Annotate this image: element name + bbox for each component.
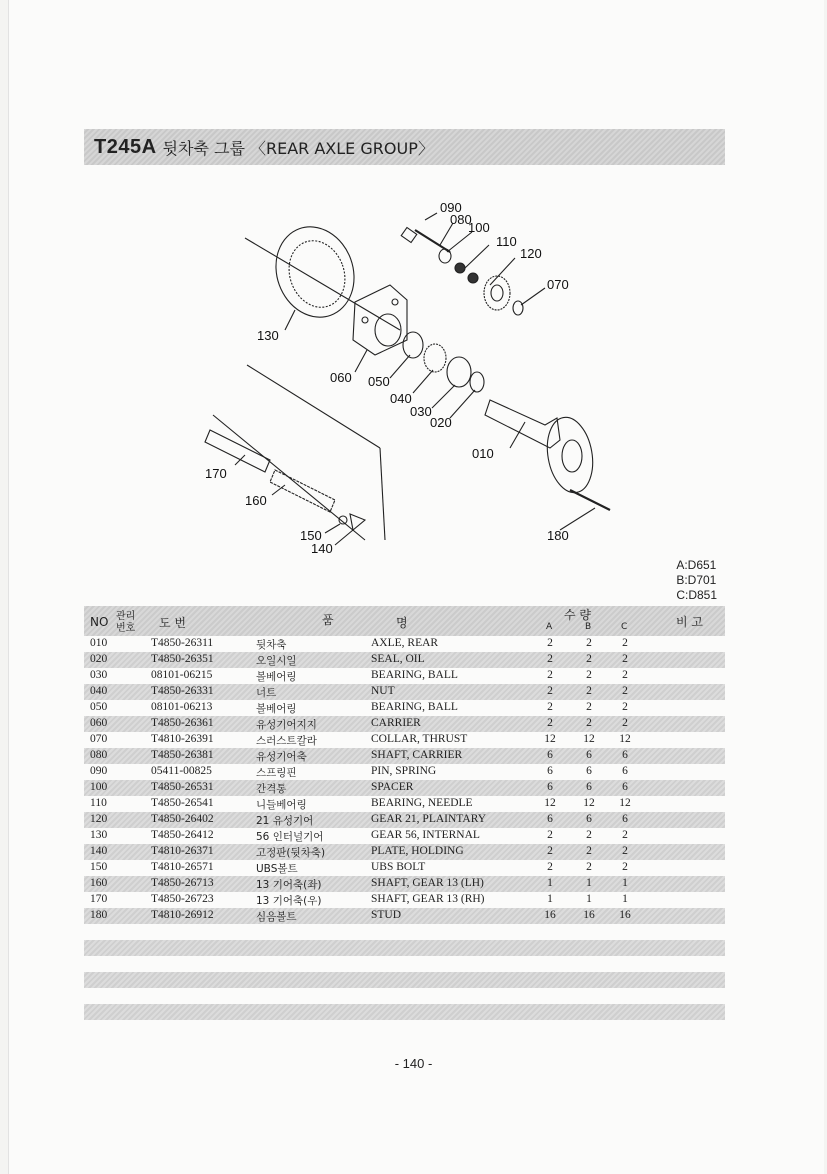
table-row (84, 796, 725, 812)
cell-no: 120 (90, 813, 108, 825)
cell-qty-b: 16 (583, 909, 595, 921)
cell-name-kr: 유성기어축 (256, 751, 307, 763)
cell-part-no: T4850-26361 (151, 717, 214, 729)
cell-qty-c: 2 (622, 829, 628, 841)
model-b: B:D701 (676, 573, 717, 587)
cell-name-en: SHAFT, GEAR 13 (RH) (371, 893, 485, 905)
cell-part-no: T4850-26713 (151, 877, 214, 889)
cell-name-kr: 볼베어링 (256, 703, 297, 715)
cell-name-en: COLLAR, THRUST (371, 733, 468, 745)
cell-qty-b: 12 (583, 733, 595, 745)
cell-qty-a: 2 (547, 861, 553, 873)
cell-no: 070 (90, 733, 108, 745)
cell-no: 010 (90, 637, 108, 649)
bearing-030 (447, 357, 471, 387)
stud-180 (570, 490, 610, 510)
spacer-100 (439, 249, 451, 263)
cell-no: 080 (90, 749, 108, 761)
diagram-svg (185, 190, 645, 560)
header-part-no: 도 번 (159, 616, 186, 630)
cell-name-en: AXLE, REAR (371, 637, 439, 649)
cell-no: 040 (90, 685, 108, 697)
boundary-line (247, 365, 380, 448)
bearing-050 (403, 332, 423, 358)
cell-no: 140 (90, 845, 108, 857)
section-title: 뒷차축 그룹 〈REAR AXLE GROUP〉 (162, 138, 434, 158)
cell-part-no: 08101-06215 (151, 669, 213, 681)
cell-no: 130 (90, 829, 108, 841)
cell-name-en: STUD (371, 909, 402, 921)
cell-qty-a: 16 (544, 909, 556, 921)
table-row (84, 780, 725, 796)
cell-name-kr: UBS볼트 (256, 863, 298, 875)
table-row (84, 764, 725, 780)
callout-140: 140 (311, 541, 333, 556)
callout-050: 050 (368, 374, 390, 389)
internal-gear-130 (264, 216, 367, 328)
cell-part-no: T4850-26723 (151, 893, 214, 905)
cell-part-no: T4810-26371 (151, 845, 214, 857)
cell-name-en: SHAFT, GEAR 13 (LH) (371, 877, 484, 889)
cell-name-kr: 13 기어축(우) (256, 895, 322, 907)
cell-part-no: T4850-26381 (151, 749, 214, 761)
thrust-collar-070 (513, 301, 523, 315)
cell-qty-a: 2 (547, 669, 553, 681)
cell-name-kr: 심음볼트 (256, 911, 297, 923)
callout-070: 070 (547, 277, 569, 292)
cell-qty-b: 2 (586, 685, 592, 697)
cell-no: 030 (90, 669, 108, 681)
table-row (84, 700, 725, 716)
cell-qty-c: 2 (622, 653, 628, 665)
page-number: - 140 - (394, 1056, 433, 1071)
table-row (84, 668, 725, 684)
table-row (84, 908, 725, 924)
cell-qty-a: 2 (547, 653, 553, 665)
cell-qty-a: 2 (547, 701, 553, 713)
callout-020: 020 (430, 415, 452, 430)
table-row (84, 652, 725, 668)
cell-name-kr: 니들베어링 (256, 799, 307, 811)
cell-qty-a: 1 (547, 893, 553, 905)
cell-qty-c: 2 (622, 845, 628, 857)
callout-060: 060 (330, 370, 352, 385)
table-row (84, 748, 725, 764)
nut-040 (424, 344, 446, 372)
table-row (84, 684, 725, 700)
table-row (84, 844, 725, 860)
callout-130: 130 (257, 328, 279, 343)
cell-qty-a: 6 (547, 765, 553, 777)
header-mgmt-bottom: 번호 (116, 623, 136, 634)
boundary-line (245, 238, 400, 330)
callout-160: 160 (245, 493, 267, 508)
parts-table (84, 606, 725, 924)
cell-part-no: T4850-26351 (151, 653, 214, 665)
cell-no: 050 (90, 701, 108, 713)
cell-qty-b: 1 (586, 877, 592, 889)
table-row (84, 892, 725, 908)
cell-part-no: T4850-26402 (151, 813, 214, 825)
callout-170: 170 (205, 466, 227, 481)
cell-part-no: T4850-26331 (151, 685, 214, 697)
cell-qty-c: 2 (622, 717, 628, 729)
cell-part-no: T4810-26391 (151, 733, 214, 745)
cell-qty-c: 6 (622, 813, 628, 825)
cell-qty-a: 6 (547, 749, 553, 761)
table-row (84, 636, 725, 652)
cell-name-kr: 너트 (256, 687, 277, 699)
cell-qty-b: 6 (586, 765, 592, 777)
callout-010: 010 (472, 446, 494, 461)
cell-qty-b: 2 (586, 861, 592, 873)
cell-part-no: T4810-26912 (151, 909, 214, 921)
cell-name-en: GEAR 56, INTERNAL (371, 829, 480, 841)
cell-qty-a: 2 (547, 717, 553, 729)
cell-no: 110 (90, 797, 107, 809)
callout-090: 090 (440, 200, 462, 215)
cell-qty-c: 2 (622, 861, 628, 873)
cell-no: 160 (90, 877, 108, 889)
cell-name-en: UBS BOLT (371, 861, 426, 873)
cell-qty-b: 2 (586, 829, 592, 841)
cell-name-kr: 스러스트칼라 (256, 735, 317, 747)
cell-name-en: GEAR 21, PLAINTARY (371, 813, 487, 825)
table-row (84, 812, 725, 828)
cell-qty-b: 2 (586, 653, 592, 665)
callout-150: 150 (300, 528, 322, 543)
header-qty-a: A (546, 622, 553, 632)
planet-gear-120 (484, 276, 510, 310)
cell-qty-b: 1 (586, 893, 592, 905)
cell-qty-a: 6 (547, 813, 553, 825)
boundary-line (380, 448, 385, 540)
callout-180: 180 (547, 528, 569, 543)
cell-qty-c: 2 (622, 701, 628, 713)
header-no: NO (90, 615, 109, 629)
cell-qty-a: 2 (547, 685, 553, 697)
axle-flange (542, 414, 599, 496)
cell-name-kr: 유성기어지지 (256, 719, 317, 731)
cell-qty-b: 2 (586, 717, 592, 729)
cell-part-no: T4850-26541 (151, 797, 214, 809)
parts-table-body (84, 636, 725, 924)
cell-qty-b: 6 (586, 749, 592, 761)
cell-qty-a: 2 (547, 829, 553, 841)
cell-name-kr: 볼베어링 (256, 671, 297, 683)
cell-qty-a: 2 (547, 637, 553, 649)
header-name-b: 명 (396, 616, 408, 630)
cell-no: 060 (90, 717, 108, 729)
cell-name-kr: 스프링핀 (256, 767, 297, 779)
header-qty-c: C (621, 622, 628, 632)
carrier-bore (375, 314, 401, 346)
cell-name-kr: 고정판(뒷차축) (256, 847, 326, 859)
cell-qty-a: 1 (547, 877, 553, 889)
cell-no: 150 (90, 861, 108, 873)
table-row (84, 876, 725, 892)
cell-name-en: PLATE, HOLDING (371, 845, 464, 857)
cell-qty-b: 6 (586, 781, 592, 793)
cell-name-en: BEARING, NEEDLE (371, 797, 473, 809)
cell-name-kr: 56 인터널기어 (256, 831, 324, 843)
callout-100: 100 (468, 220, 490, 235)
cell-part-no: T4810-26571 (151, 861, 214, 873)
section-code: T245A (94, 135, 157, 158)
cell-part-no: 05411-00825 (151, 765, 212, 777)
cell-no: 020 (90, 653, 108, 665)
cell-name-en: PIN, SPRING (371, 765, 437, 777)
model-legend (676, 558, 717, 603)
oil-seal-020 (470, 372, 484, 392)
cell-qty-b: 2 (586, 701, 592, 713)
empty-row-bar (84, 972, 725, 988)
cell-no: 100 (90, 781, 108, 793)
cell-name-en: SHAFT, CARRIER (371, 749, 463, 761)
callout-040: 040 (390, 391, 412, 406)
cell-name-kr: 13 기어축(좌) (256, 879, 322, 891)
cell-qty-c: 2 (622, 637, 628, 649)
cell-name-kr: 뒷차축 (256, 639, 287, 651)
holding-plate-140 (350, 514, 365, 530)
boundary-line (213, 415, 365, 540)
carrier-060 (353, 285, 407, 355)
cell-name-en: NUT (371, 685, 395, 697)
cell-qty-c: 2 (622, 685, 628, 697)
cell-name-kr: 오일시일 (256, 655, 297, 667)
cell-qty-c: 16 (619, 909, 631, 921)
callout-110: 110 (496, 234, 517, 249)
cell-name-en: SEAL, OIL (371, 653, 425, 665)
section-title-bar (84, 129, 725, 165)
callout-080: 080 (450, 212, 472, 227)
cell-qty-c: 6 (622, 781, 628, 793)
cell-qty-b: 6 (586, 813, 592, 825)
cell-qty-a: 2 (547, 845, 553, 857)
cell-part-no: T4850-26531 (151, 781, 214, 793)
cell-part-no: T4850-26412 (151, 829, 214, 841)
header-qty: 수 량 (564, 608, 591, 622)
parts-table-header (84, 606, 725, 636)
cell-qty-c: 6 (622, 765, 628, 777)
cell-qty-c: 1 (622, 893, 628, 905)
exploded-parts-diagram (185, 190, 645, 560)
cell-part-no: T4850-26311 (151, 637, 214, 649)
model-c: C:D851 (676, 588, 717, 602)
cell-qty-b: 2 (586, 669, 592, 681)
cell-name-kr: 간격통 (256, 783, 287, 795)
cell-name-en: BEARING, BALL (371, 669, 458, 681)
header-mgmt-top: 관리 (116, 611, 136, 622)
cell-qty-c: 2 (622, 669, 628, 681)
empty-row-bar (84, 1004, 725, 1020)
cell-name-en: BEARING, BALL (371, 701, 458, 713)
header-remarks: 비 고 (676, 615, 703, 629)
cell-no: 170 (90, 893, 108, 905)
cell-qty-c: 1 (622, 877, 628, 889)
callout-030: 030 (410, 404, 432, 419)
table-row (84, 860, 725, 876)
model-a: A:D651 (676, 558, 717, 572)
axle-010 (485, 400, 560, 448)
cell-qty-a: 12 (544, 733, 556, 745)
cell-qty-b: 12 (583, 797, 595, 809)
cell-no: 180 (90, 909, 108, 921)
header-qty-b: B (585, 622, 592, 632)
cell-qty-a: 12 (544, 797, 556, 809)
cell-qty-c: 12 (619, 733, 631, 745)
gear-shaft-160 (270, 470, 335, 512)
cell-qty-b: 2 (586, 845, 592, 857)
cell-qty-c: 6 (622, 749, 628, 761)
needle-bearing-110 (455, 263, 465, 273)
cell-name-kr: 21 유성기어 (256, 815, 314, 827)
cell-qty-c: 12 (619, 797, 631, 809)
cell-part-no: 08101-06213 (151, 701, 213, 713)
header-name-a: 품 (322, 613, 334, 627)
shaft-080 (401, 227, 417, 242)
table-row (84, 732, 725, 748)
table-row (84, 828, 725, 844)
cell-qty-b: 2 (586, 637, 592, 649)
table-row (84, 716, 725, 732)
cell-qty-a: 6 (547, 781, 553, 793)
callout-120: 120 (520, 246, 542, 261)
cell-name-en: CARRIER (371, 717, 421, 729)
empty-row-bar (84, 940, 725, 956)
cell-name-en: SPACER (371, 781, 414, 793)
cell-no: 090 (90, 765, 108, 777)
